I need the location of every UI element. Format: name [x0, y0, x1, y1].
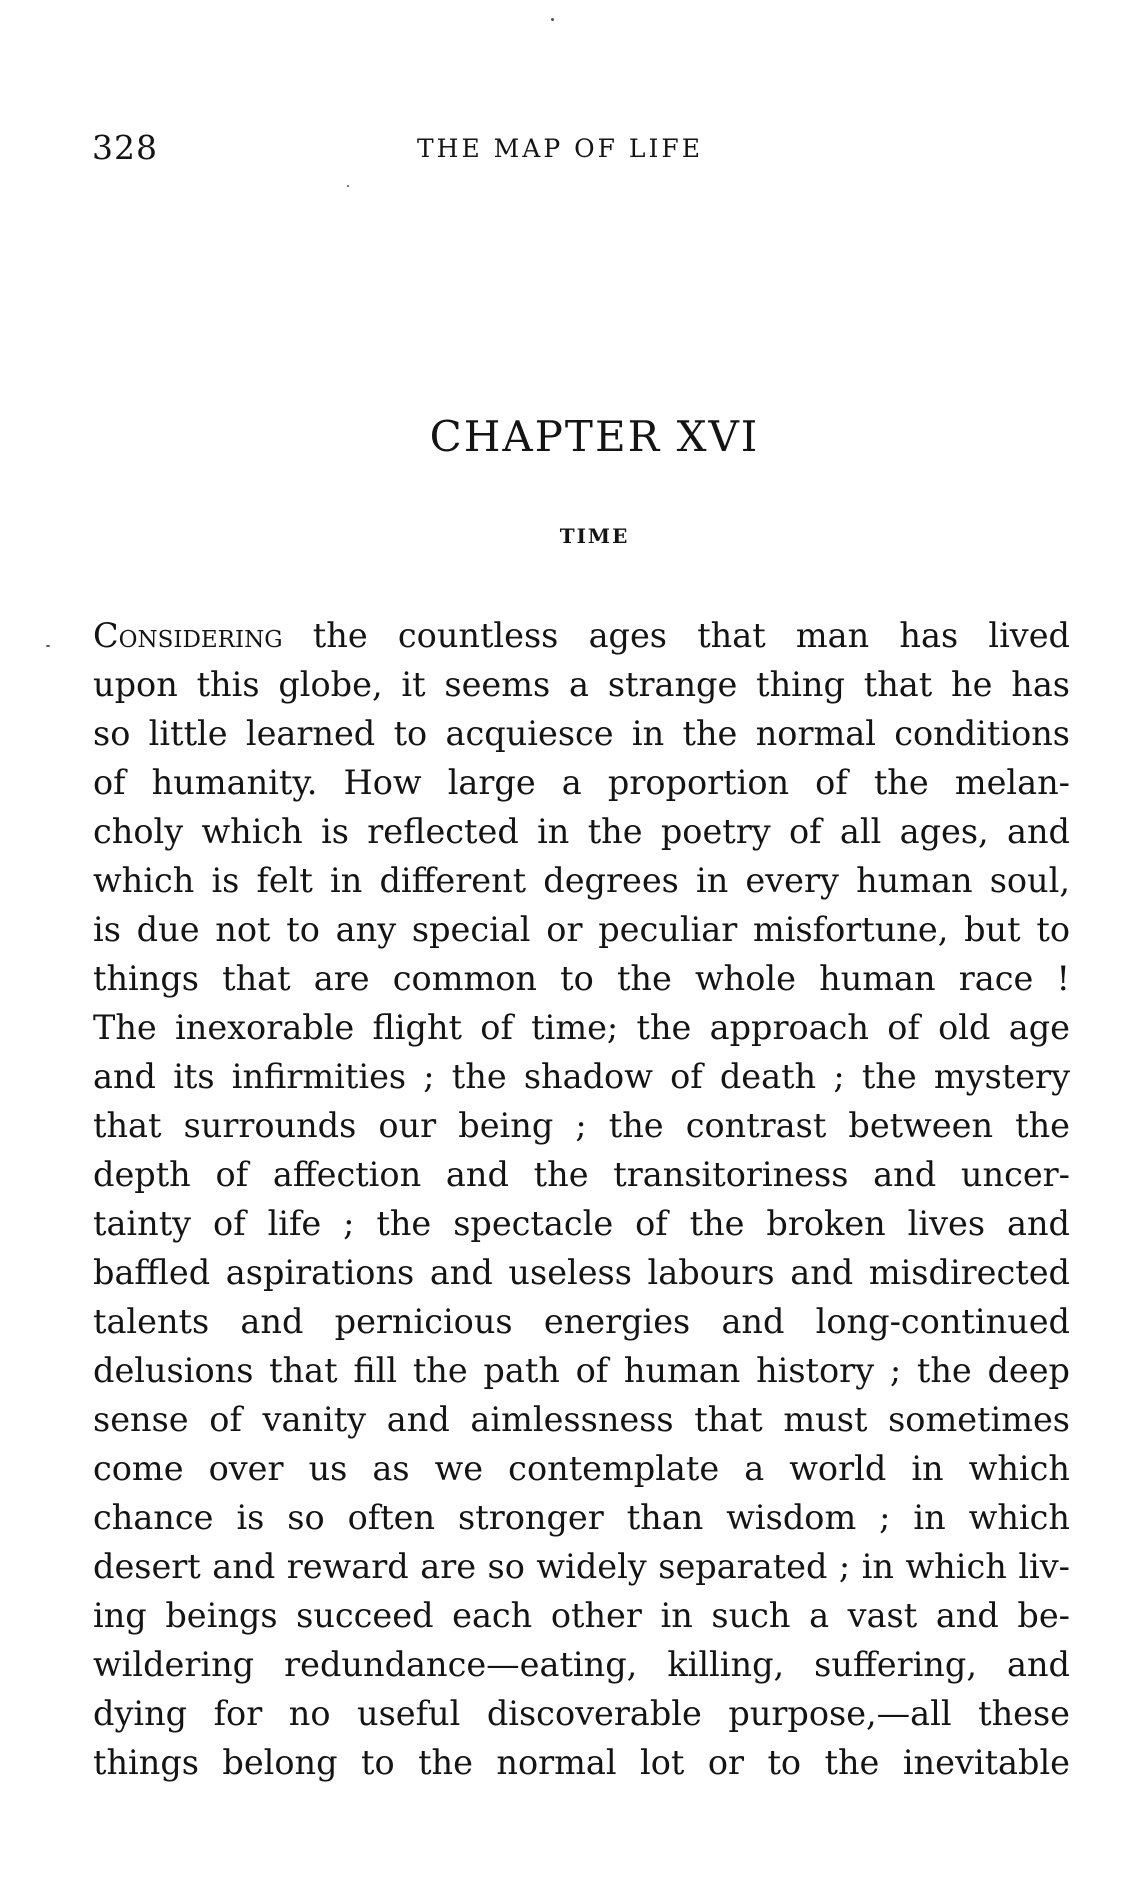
paragraph-line: tainty of life ; the spectacle of the broken lives and [93, 1204, 1070, 1243]
paragraph-line: talents and pernicious energies and long-continued [93, 1302, 1070, 1341]
paragraph-line: delusions that fill the path of human history ; the deep [93, 1351, 1070, 1390]
paragraph-line: upon this globe, it seems a strange thing that he has [93, 665, 1070, 704]
running-title: THE MAP OF LIFE [417, 134, 703, 163]
paragraph-line: things belong to the normal lot or to the inevitable [93, 1743, 1070, 1782]
paragraph-line-1 [93, 611, 1070, 660]
paragraph-line: wildering redundance—eating, killing, suffering, and [93, 1645, 1070, 1684]
scan-speck-header [347, 185, 349, 187]
body-paragraph [93, 611, 1070, 1787]
paragraph-line-text: the countless ages that man has lived [282, 616, 1070, 655]
scan-speck-top [551, 18, 554, 21]
paragraph-line: depth of affection and the transitoriness and uncer- [93, 1155, 1070, 1194]
paragraph-line: baffled aspirations and useless labours and misdirected [93, 1253, 1070, 1292]
page-number: 328 [92, 128, 158, 167]
paragraph-line: The inexorable flight of time; the approach of old age [93, 1008, 1070, 1047]
paragraph-line: chance is so often stronger than wisdom ; in which [93, 1498, 1070, 1537]
paragraph-line: and its infirmities ; the shadow of death ; the mystery [93, 1057, 1070, 1096]
paragraph-line: choly which is reflected in the poetry of all ages, and [93, 812, 1070, 851]
paragraph-line: sense of vanity and aimlessness that must sometimes [93, 1400, 1070, 1439]
paragraph-line: desert and reward are so widely separated ; in which liv- [93, 1547, 1070, 1586]
paragraph-line: which is felt in different degrees in every human soul, [93, 861, 1070, 900]
paragraph-line: that surrounds our being ; the contrast between the [93, 1106, 1070, 1145]
paragraph-line: is due not to any special or peculiar misfortune, but to [93, 910, 1070, 949]
opening-word: Considering [93, 616, 283, 655]
chapter-subtitle: TIME [559, 524, 630, 548]
paragraph-line: of humanity. How large a proportion of the melan- [93, 763, 1070, 802]
running-head [92, 128, 1072, 168]
paragraph-line: come over us as we contemplate a world in which [93, 1449, 1070, 1488]
paragraph-line: things that are common to the whole human race ! [93, 959, 1070, 998]
paragraph-line: so little learned to acquiesce in the normal conditions [93, 714, 1070, 753]
chapter-heading: CHAPTER XVI [429, 412, 760, 461]
paragraph-line: dying for no useful discoverable purpose,—all these [93, 1694, 1070, 1733]
scan-speck-margin [46, 645, 50, 647]
paragraph-line: ing beings succeed each other in such a vast and be- [93, 1596, 1070, 1635]
